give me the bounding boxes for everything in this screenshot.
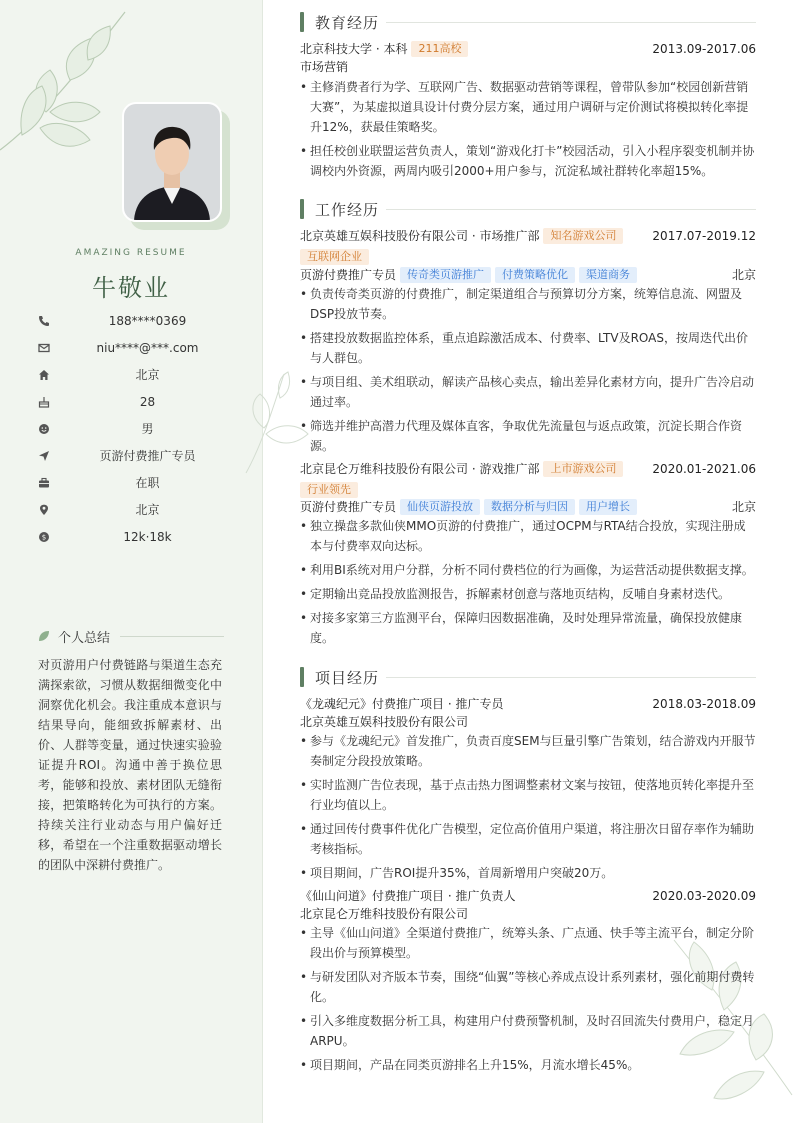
info-salary bbox=[38, 528, 233, 546]
summary-header bbox=[38, 626, 224, 646]
project-date: 2018.03-2018.09 bbox=[652, 697, 756, 711]
education-bullet: • 担任校创业联盟运营负责人，策划“游戏化打卡”校园活动，引入小程序裂变机制并协调校内外资源，两周内吸引2000+用户参与，沉淀私域社群转化率超15%。 bbox=[300, 144, 755, 178]
info-text: niu****@***.com bbox=[96, 341, 199, 355]
job-bullet: • 对接多家第三方监测平台，保障归因数据准确，及时处理异常流量，确保投放健康度。 bbox=[300, 611, 743, 645]
leaf-decoration-top bbox=[0, 0, 140, 170]
company-name: 北京英雄互娱科技股份有限公司 · 市场推广部 bbox=[300, 229, 540, 243]
job-role-row bbox=[300, 266, 756, 284]
info-text: 北京 bbox=[135, 368, 160, 382]
school-name: 北京科技大学 · 本科 bbox=[300, 42, 408, 56]
info-text: 页游付费推广专员 bbox=[99, 449, 196, 463]
info-age bbox=[38, 393, 233, 411]
project-name: 《仙山问道》付费推广项目 · 推广负责人 bbox=[300, 889, 516, 903]
home-icon bbox=[38, 369, 50, 381]
mail-icon bbox=[38, 342, 50, 354]
skill-tag: 渠道商务 bbox=[579, 267, 637, 283]
skill-tag: 付费策略优化 bbox=[495, 267, 575, 283]
job-company-row bbox=[300, 460, 756, 478]
info-home bbox=[38, 366, 233, 384]
job-bullet: • 负责传奇类页游的付费推广，制定渠道组合与预算切分方案，统筹信息流、网盟及DSP投放节奏。 bbox=[300, 287, 743, 321]
project-company: 北京昆仑万维科技股份有限公司 bbox=[300, 907, 469, 921]
section-education-header bbox=[300, 11, 756, 33]
person-name: 牛敬业 bbox=[92, 274, 170, 302]
info-status bbox=[38, 474, 233, 492]
company-name: 北京昆仑万维科技股份有限公司 · 游戏推广部 bbox=[300, 462, 540, 476]
project-company: 北京英雄互娱科技股份有限公司 bbox=[300, 715, 469, 729]
project-name: 《龙魂纪元》付费推广项目 · 推广专员 bbox=[300, 697, 504, 711]
money-icon bbox=[38, 531, 50, 543]
info-email bbox=[38, 339, 233, 357]
project-title-row bbox=[300, 887, 756, 905]
job-bullet: • 独立操盘多款仙侠MMO页游的付费推广，通过OCPM与RTA结合投放，实现注册成本与付费率双向达标。 bbox=[300, 519, 746, 553]
education-date: 2013.09-2017.06 bbox=[652, 42, 756, 56]
section-projects-header bbox=[300, 666, 756, 688]
summary-title: 个人总结 bbox=[58, 631, 111, 646]
sidebar bbox=[0, 0, 263, 1123]
job-bullet: • 搭建投放数据监控体系，重点追踪激活成本、付费率、LTV及ROAS，按周迭代出价与人群包。 bbox=[300, 331, 748, 365]
job-company-row bbox=[300, 227, 756, 245]
info-text: 28 bbox=[139, 395, 156, 409]
info-text: 在职 bbox=[135, 476, 160, 490]
phone-icon bbox=[38, 315, 50, 327]
company-tag: 上市游戏公司 bbox=[543, 461, 623, 477]
project-bullet: • 主导《仙山问道》全渠道付费推广，统筹头条、广点通、快手等主流平台，制定分阶段出价与预算模型。 bbox=[300, 926, 755, 960]
job-city: 北京 bbox=[731, 500, 756, 514]
job-role: 页游付费推广专员 bbox=[300, 500, 397, 514]
education-bullet: • 主修消费者行为学、互联网广告、数据驱动营销等课程，曾带队参加“校园创新营销大赛”，为某虚拟道具设计付费分层方案，通过用户调研与定价测试将模拟转化率提升12%，获最佳策略奖。 bbox=[300, 80, 749, 134]
skill-tag: 仙侠页游投放 bbox=[400, 499, 480, 515]
school-tag: 211高校 bbox=[411, 41, 468, 57]
education-major: 市场营销 bbox=[300, 60, 349, 74]
job-bullet: • 筛选并维护高潜力代理及媒体直客，争取优先流量包与返点政策，沉淀长期合作资源。 bbox=[300, 419, 743, 453]
project-bullet: • 项目期间，产品在同类页游排名上升15%，月流水增长45%。 bbox=[300, 1058, 640, 1072]
amazing-resume-label: AMAZING RESUME bbox=[75, 248, 187, 258]
leaf-icon bbox=[38, 630, 50, 642]
cake-icon bbox=[38, 396, 50, 408]
job-date: 2017.07-2019.12 bbox=[652, 229, 756, 243]
section-title: 工作经历 bbox=[315, 201, 380, 219]
project-bullet: • 实时监测广告位表现，基于点击热力图调整素材文案与按钮，使落地页转化率提升至行业均值以上。 bbox=[300, 778, 755, 812]
project-title-row bbox=[300, 695, 756, 713]
svg-text:$: $ bbox=[41, 533, 47, 542]
location-icon bbox=[38, 504, 50, 516]
info-gender bbox=[38, 420, 233, 438]
section-title: 教育经历 bbox=[315, 14, 380, 32]
project-bullet: • 与研发团队对齐版本节奏，围绕“仙翼”等核心养成点设计系列素材，强化前期付费转化。 bbox=[300, 970, 755, 1004]
info-text: 男 bbox=[141, 422, 154, 436]
education-school-row bbox=[300, 40, 756, 58]
company-tag: 互联网企业 bbox=[300, 249, 369, 265]
info-position bbox=[38, 447, 233, 465]
job-role-row bbox=[300, 498, 756, 516]
job-city: 北京 bbox=[731, 268, 756, 282]
info-text: 188****0369 bbox=[108, 314, 187, 328]
section-title: 项目经历 bbox=[315, 669, 380, 687]
skill-tag: 数据分析与归因 bbox=[484, 499, 575, 515]
job-bullet: • 与项目组、美术组联动，解读产品核心卖点，输出差异化素材方向，提升广告冷启动通过率。 bbox=[300, 375, 755, 409]
briefcase-icon bbox=[38, 477, 50, 489]
skill-tag: 传奇类页游推广 bbox=[400, 267, 491, 283]
avatar bbox=[122, 102, 222, 222]
info-location bbox=[38, 501, 233, 519]
info-phone bbox=[38, 312, 233, 330]
project-date: 2020.03-2020.09 bbox=[652, 889, 756, 903]
smile-icon bbox=[38, 423, 50, 435]
info-text: 北京 bbox=[135, 503, 160, 517]
summary-text: 对页游用户付费链路与渠道生态充满探索欲，习惯从数据细微变化中洞察优化机会。我注重成本意识与结果导向，能细致拆解素材、出价、人群等变量，通过快速实验验证提升ROI。沟通中善于换位思考，能够和投放、素材团队无缝衔接，把策略转化为可执行的方案。持续关注行业动态与用户偏好迁移，希望在一个注重数据驱动增长的团队中深耕付费推广。 bbox=[38, 658, 222, 872]
avatar-photo bbox=[124, 104, 220, 220]
company-tag: 行业领先 bbox=[300, 482, 358, 498]
section-work-header bbox=[300, 198, 756, 220]
project-bullet: • 通过回传付费事件优化广告模型，定位高价值用户渠道，将注册次日留存率作为辅助考核指标。 bbox=[300, 822, 755, 856]
job-tag-row bbox=[300, 248, 756, 266]
send-icon bbox=[38, 450, 50, 462]
project-bullet: • 引入多维度数据分析工具，构建用户付费预警机制，及时召回流失付费用户，稳定月ARPU。 bbox=[300, 1014, 755, 1048]
company-tag: 知名游戏公司 bbox=[543, 228, 623, 244]
job-role: 页游付费推广专员 bbox=[300, 268, 397, 282]
skill-tag: 用户增长 bbox=[579, 499, 637, 515]
job-bullet: • 定期输出竞品投放监测报告，拆解素材创意与落地页结构，反哺自身素材迭代。 bbox=[300, 587, 731, 601]
job-tag-row bbox=[300, 481, 756, 499]
job-bullet: • 利用BI系统对用户分群，分析不同付费档位的行为画像，为运营活动提供数据支撑。 bbox=[300, 563, 754, 577]
project-bullet: • 项目期间，广告ROI提升35%，首周新增用户突破20万。 bbox=[300, 866, 614, 880]
project-bullet: • 参与《龙魂纪元》首发推广，负责百度SEM与巨量引擎广告策划，结合游戏内开服节奏制定分段投放策略。 bbox=[300, 734, 756, 768]
info-text: 12k·18k bbox=[123, 530, 172, 544]
job-date: 2020.01-2021.06 bbox=[652, 462, 756, 476]
